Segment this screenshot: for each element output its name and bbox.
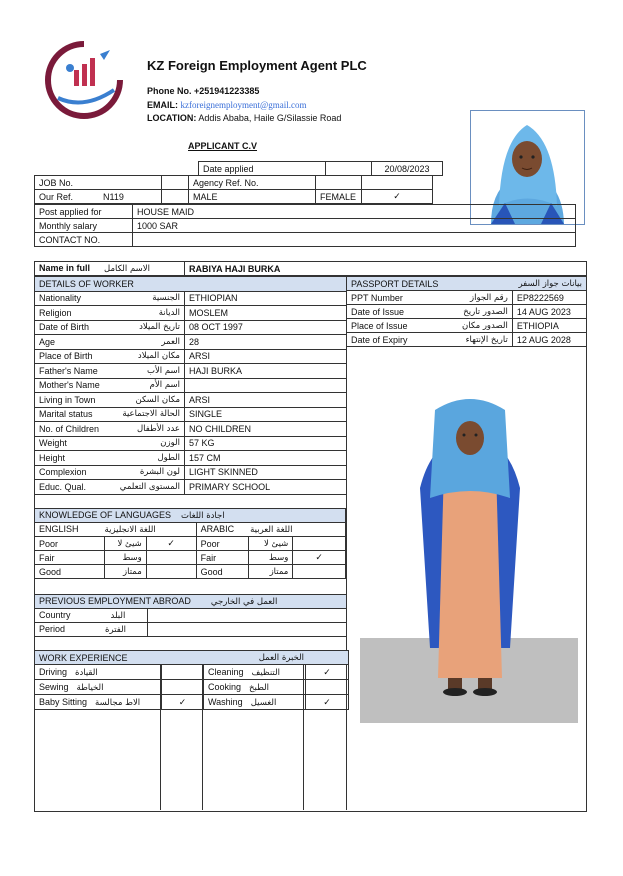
details-label: Place of Birth bbox=[39, 351, 93, 362]
details-value: LIGHT SKINNED bbox=[185, 465, 347, 480]
details-row bbox=[35, 291, 347, 306]
passport-label: Date of Issue bbox=[351, 306, 405, 317]
experience-check bbox=[306, 680, 349, 695]
passport-label-ar: تاريخ الإنتهاء bbox=[465, 334, 508, 345]
details-value bbox=[185, 378, 347, 393]
details-label-ar: عدد الأطفال bbox=[136, 423, 180, 434]
experience-skill-ar: الغسيل bbox=[250, 697, 277, 708]
arabic-label: ARABIC bbox=[200, 524, 235, 534]
applicant-photo-full bbox=[360, 388, 578, 723]
english-level-ar: ممتاز bbox=[105, 565, 147, 579]
experience-skill: Cooking bbox=[208, 681, 242, 692]
details-row bbox=[35, 335, 347, 350]
passport-table bbox=[346, 276, 587, 347]
experience-skill: Sewing bbox=[39, 681, 69, 692]
passport-label: Place of Issue bbox=[351, 320, 408, 331]
details-label: Nationality bbox=[39, 293, 82, 304]
exp-divider-2 bbox=[202, 664, 203, 810]
details-row bbox=[35, 480, 347, 495]
experience-row bbox=[35, 680, 349, 695]
our-ref-label: Our Ref. bbox=[39, 191, 74, 202]
company-name: KZ Foreign Employment Agent PLC bbox=[147, 58, 367, 73]
arabic-level-check bbox=[293, 537, 346, 551]
english-level: Poor bbox=[35, 537, 105, 551]
details-row bbox=[35, 451, 347, 466]
passport-label-ar: الصدور تاريخ bbox=[463, 306, 508, 317]
salary-label: Monthly salary bbox=[35, 219, 133, 233]
experience-skill-ar: التنظيف bbox=[251, 667, 280, 678]
details-row bbox=[35, 320, 347, 335]
country-label: Country bbox=[39, 610, 71, 620]
passport-row bbox=[347, 305, 587, 319]
arabic-level: Fair bbox=[196, 551, 249, 565]
previous-title-ar: العمل في الخارجي bbox=[210, 597, 278, 607]
details-row bbox=[35, 349, 347, 364]
female-label: FEMALE bbox=[316, 190, 362, 204]
experience-check: ✓ bbox=[306, 695, 349, 710]
details-value: ARSI bbox=[185, 349, 347, 364]
passport-value: EP8222569 bbox=[512, 291, 586, 305]
details-row bbox=[35, 465, 347, 480]
english-label: ENGLISH bbox=[39, 524, 79, 534]
our-ref-value: N119 bbox=[103, 191, 124, 202]
details-label: No. of Children bbox=[39, 423, 100, 434]
period-label: Period bbox=[39, 624, 66, 634]
period-value bbox=[148, 623, 347, 637]
arabic-level: Good bbox=[196, 565, 249, 579]
our-ref-cell bbox=[35, 190, 162, 204]
contact-no-label: CONTACT NO. bbox=[35, 233, 133, 247]
details-label: Father's Name bbox=[39, 365, 98, 376]
contact-block bbox=[147, 85, 341, 126]
details-row bbox=[35, 364, 347, 379]
details-value: HAJI BURKA bbox=[185, 364, 347, 379]
experience-skill: Baby Sitting bbox=[39, 696, 88, 707]
details-label-ar: مكان السكن bbox=[135, 394, 180, 405]
arabic-level-ar: شيئ لا bbox=[249, 537, 293, 551]
details-label: Mother's Name bbox=[39, 380, 100, 391]
details-label: Marital status bbox=[39, 409, 93, 420]
details-row bbox=[35, 378, 347, 393]
arabic-level-ar: ممتاز bbox=[249, 565, 293, 579]
experience-check bbox=[162, 665, 204, 680]
language-level-row bbox=[35, 565, 346, 579]
details-label-ar: تاريخ الميلاد bbox=[139, 322, 180, 333]
location-label: LOCATION: bbox=[147, 113, 197, 123]
exp-divider-1 bbox=[160, 664, 161, 810]
details-row bbox=[35, 436, 347, 451]
passport-row bbox=[347, 333, 587, 347]
name-label: Name in full bbox=[39, 263, 91, 273]
details-value: SINGLE bbox=[185, 407, 347, 422]
details-label: Educ. Qual. bbox=[39, 481, 87, 492]
company-logo bbox=[44, 40, 124, 120]
details-label-ar: العمر bbox=[161, 336, 180, 347]
passport-label-ar: الصدور مكان bbox=[462, 320, 508, 331]
arabic-level: Poor bbox=[196, 537, 249, 551]
details-label-ar: اسم الأب bbox=[146, 365, 180, 376]
experience-skill-ar: الخياطة bbox=[76, 682, 104, 693]
details-row bbox=[35, 422, 347, 437]
page-title: APPLICANT C.V bbox=[188, 141, 258, 151]
english-level-check bbox=[146, 551, 196, 565]
details-label-ar: الديانة bbox=[158, 307, 180, 318]
details-label: Date of Birth bbox=[39, 322, 90, 333]
details-label: Height bbox=[39, 452, 66, 463]
passport-label-ar: رقم الجواز bbox=[470, 292, 508, 303]
date-applied-value: 20/08/2023 bbox=[372, 162, 443, 176]
salary-value: 1000 SAR bbox=[133, 219, 576, 233]
english-level-check: ✓ bbox=[146, 537, 196, 551]
email-value[interactable]: kzforeignemployment@gmail.com bbox=[180, 99, 307, 110]
details-table bbox=[34, 276, 347, 495]
agency-ref-label: Agency Ref. No. bbox=[189, 176, 316, 190]
country-value bbox=[148, 609, 347, 623]
date-applied-label: Date applied bbox=[199, 162, 326, 176]
details-title: DETAILS OF WORKER bbox=[35, 277, 347, 292]
arabic-level-check: ✓ bbox=[293, 551, 346, 565]
details-label-ar: اسم الأم bbox=[149, 380, 180, 391]
post-value: HOUSE MAID bbox=[133, 205, 576, 219]
passport-title: PASSPORT DETAILS bbox=[351, 278, 439, 289]
previous-title: PREVIOUS EMPLOYMENT ABROAD bbox=[39, 596, 191, 606]
name-label-ar: الاسم الكامل bbox=[104, 264, 150, 274]
phone-label: Phone No. bbox=[147, 86, 192, 96]
english-level-ar: وسط bbox=[105, 551, 147, 565]
name-value: RABIYA HAJI BURKA bbox=[185, 262, 587, 276]
job-no-label: JOB No. bbox=[35, 176, 162, 190]
details-row bbox=[35, 407, 347, 422]
experience-skill-ar: الطبخ bbox=[249, 682, 270, 693]
passport-row bbox=[347, 291, 587, 305]
english-level-check bbox=[146, 565, 196, 579]
passport-title-ar: بيانات جواز السفر bbox=[518, 278, 582, 289]
english-level-ar: شيئ لا bbox=[105, 537, 147, 551]
country-label-ar: البلد bbox=[110, 611, 126, 621]
details-value: 157 CM bbox=[185, 451, 347, 466]
english-label-ar: اللغة الانجليزية bbox=[104, 525, 156, 535]
details-value: MOSLEM bbox=[185, 306, 347, 321]
email-label: EMAIL: bbox=[147, 99, 178, 110]
experience-skill: Washing bbox=[208, 696, 243, 707]
female-check: ✓ bbox=[362, 190, 433, 204]
experience-skill: Driving bbox=[39, 666, 68, 677]
details-value: 08 OCT 1997 bbox=[185, 320, 347, 335]
passport-label: PPT Number bbox=[351, 292, 403, 303]
experience-skill-ar: الاط مجالسة bbox=[95, 697, 141, 708]
passport-row bbox=[347, 319, 587, 333]
name-row bbox=[34, 261, 587, 276]
passport-value: 12 AUG 2028 bbox=[512, 333, 586, 347]
details-label: Living in Town bbox=[39, 394, 96, 405]
experience-check: ✓ bbox=[162, 695, 204, 710]
arabic-label-ar: اللغة العربية bbox=[250, 525, 293, 535]
english-level: Good bbox=[35, 565, 105, 579]
contact-no-value bbox=[133, 233, 576, 247]
phone-value: +251941223385 bbox=[194, 86, 260, 96]
details-value: NO CHILDREN bbox=[185, 422, 347, 437]
experience-row bbox=[35, 665, 349, 680]
english-level: Fair bbox=[35, 551, 105, 565]
languages-title: KNOWLEDGE OF LANGUAGES bbox=[39, 510, 172, 520]
details-label: Complexion bbox=[39, 467, 87, 478]
post-table bbox=[34, 204, 576, 247]
work-experience-table bbox=[34, 650, 349, 710]
details-label: Weight bbox=[39, 438, 67, 449]
experience-title: WORK EXPERIENCE bbox=[39, 652, 128, 663]
language-level-row bbox=[35, 537, 346, 551]
details-label-ar: الوزن bbox=[160, 438, 180, 449]
exp-divider-3 bbox=[303, 664, 304, 810]
details-value: ARSI bbox=[185, 393, 347, 408]
experience-skill-ar: القيادة bbox=[75, 667, 98, 678]
details-value: 28 bbox=[185, 335, 347, 350]
ref-table bbox=[34, 175, 433, 204]
passport-label: Date of Expiry bbox=[351, 334, 408, 345]
details-label: Age bbox=[39, 336, 56, 347]
languages-title-ar: اجادة اللغات bbox=[181, 511, 225, 521]
details-value: ETHIOPIAN bbox=[185, 291, 347, 306]
details-label-ar: الحالة الاجتماعية bbox=[122, 409, 180, 420]
details-value: 57 KG bbox=[185, 436, 347, 451]
location-value: Addis Ababa, Haile G/Silassie Road bbox=[198, 113, 342, 123]
passport-value: 14 AUG 2023 bbox=[512, 305, 586, 319]
male-label: MALE bbox=[189, 190, 316, 204]
languages-table bbox=[34, 508, 346, 579]
experience-title-ar: الخبرة العمل bbox=[258, 652, 304, 663]
experience-skill: Cleaning bbox=[208, 666, 244, 677]
date-applied-table bbox=[198, 161, 443, 176]
details-label-ar: الطول bbox=[157, 452, 180, 463]
arabic-level-check bbox=[293, 565, 346, 579]
details-value: PRIMARY SCHOOL bbox=[185, 480, 347, 495]
details-row bbox=[35, 393, 347, 408]
experience-row bbox=[35, 695, 349, 710]
experience-check bbox=[162, 680, 204, 695]
details-label: Religion bbox=[39, 307, 72, 318]
details-row bbox=[35, 306, 347, 321]
post-label: Post applied for bbox=[35, 205, 133, 219]
details-label-ar: مكان الميلاد bbox=[137, 351, 180, 362]
previous-employment-table bbox=[34, 594, 347, 637]
details-label-ar: الجنسية bbox=[152, 293, 180, 304]
details-label-ar: المستوى التعلمي bbox=[119, 481, 180, 492]
passport-value: ETHIOPIA bbox=[512, 319, 586, 333]
experience-check: ✓ bbox=[306, 665, 349, 680]
arabic-level-ar: وسط bbox=[249, 551, 293, 565]
language-level-row bbox=[35, 551, 346, 565]
period-label-ar: الفترة bbox=[105, 625, 126, 635]
details-label-ar: لون البشرة bbox=[139, 467, 180, 478]
